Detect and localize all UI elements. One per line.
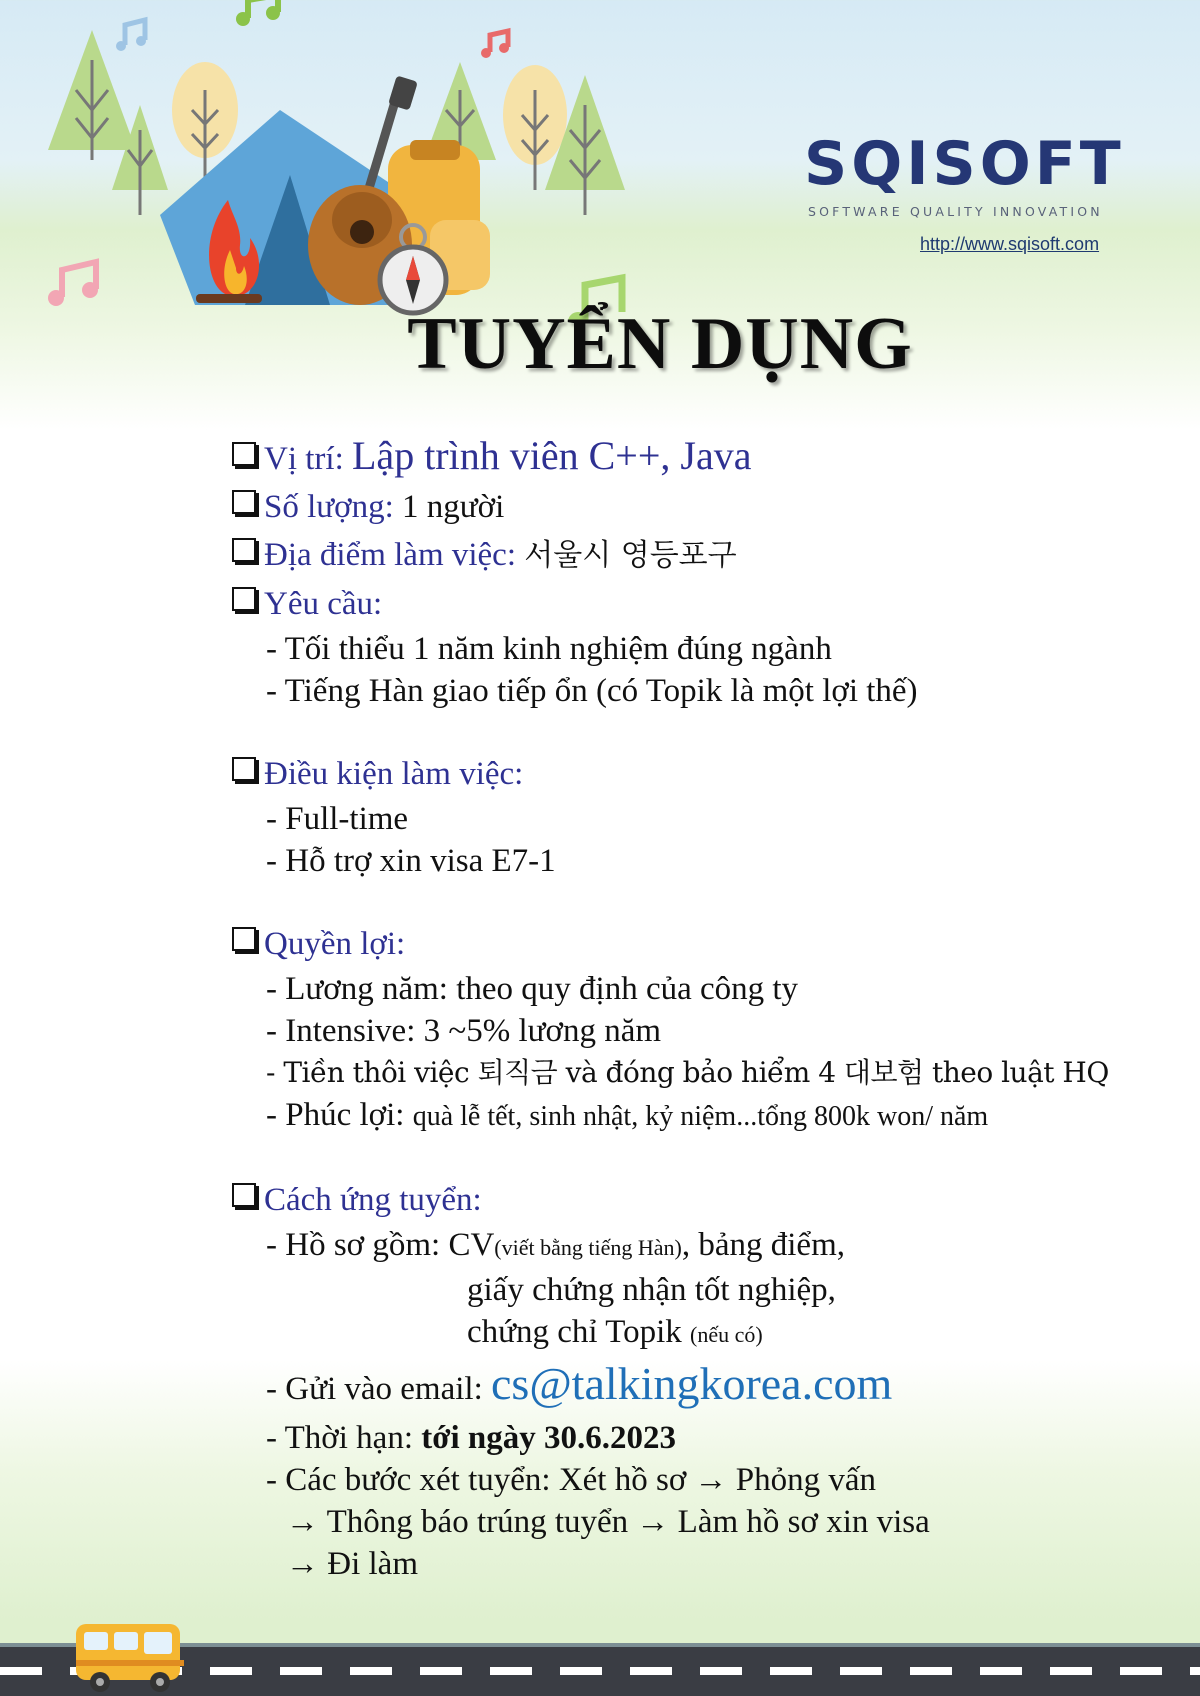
job-details: [232, 432, 1132, 1585]
apply-docs: [232, 1224, 1132, 1269]
deadline-value: tới ngày 30.6.2023: [421, 1420, 677, 1456]
deadline-label: - Thời hạn:: [266, 1420, 413, 1456]
apply-heading: [232, 1176, 1132, 1224]
music-note-icon: [236, 0, 280, 26]
docs-cv-note: (viết bằng tiếng Hàn): [494, 1235, 682, 1260]
company-logo: [790, 124, 1130, 230]
logo-wordmark: SQISOFT: [804, 129, 1125, 199]
location-label: Địa điểm làm việc:: [264, 537, 516, 573]
benefits-heading: [232, 920, 1132, 968]
checkbox-bullet-icon: [232, 442, 256, 466]
docs-topik: chứng chỉ Topik: [467, 1314, 682, 1350]
position-row: [232, 432, 1132, 483]
docs-topik-note: (nếu có): [690, 1322, 763, 1347]
position-value: Lập trình viên C++, Java: [352, 433, 752, 478]
quantity-row: [232, 483, 1132, 531]
quantity-value: 1 người: [402, 489, 505, 525]
requirements-label: Yêu cầu:: [264, 586, 383, 622]
apply-steps-line1: - Các bước xét tuyển: Xét hồ sơ → Phỏng vấn: [266, 1462, 877, 1498]
conditions-label: Điều kiện làm việc:: [264, 756, 524, 792]
music-note-icon: [48, 262, 98, 306]
checkbox-bullet-icon: [232, 1183, 256, 1207]
benefit-severance: - Tiền thôi việc 퇴직금 và đóng bảo hiểm 4 대보험 theo luật HQ: [266, 1056, 1109, 1089]
apply-email-row: [232, 1356, 1132, 1417]
checkbox-bullet-icon: [232, 587, 256, 611]
checkbox-bullet-icon: [232, 927, 256, 951]
condition-item: - Hỗ trợ xin visa E7-1: [266, 843, 556, 879]
page-title: TUYỂN DỤNG: [407, 303, 913, 385]
welfare-label: - Phúc lợi:: [266, 1097, 405, 1133]
music-note-icon: [481, 31, 509, 58]
checkbox-bullet-icon: [232, 538, 256, 562]
apply-docs-line2: giấy chứng nhận tốt nghiệp,: [467, 1272, 836, 1308]
benefit-item: - Intensive: 3 ~5% lương năm: [266, 1013, 662, 1049]
requirement-item: - Tối thiểu 1 năm kinh nghiệm đúng ngành: [266, 631, 832, 667]
website-link[interactable]: http://www.sqisoft.com: [920, 234, 1100, 254]
apply-steps-line3: → Đi làm: [286, 1546, 418, 1582]
docs-label: - Hồ sơ gồm:: [266, 1227, 441, 1263]
location-row: [232, 531, 1132, 580]
welfare-value: quà lễ tết, sinh nhật, kỷ niệm...tổng 800k won/ năm: [412, 1101, 989, 1132]
logo-tagline: SOFTWARE QUALITY INNOVATION: [808, 204, 1103, 219]
requirements-heading: [232, 580, 1132, 628]
docs-rest: , bảng điểm,: [681, 1227, 845, 1263]
requirement-item: - Tiếng Hàn giao tiếp ổn (có Topik là một lợi thế): [266, 673, 918, 709]
apply-deadline-row: [232, 1417, 1132, 1459]
checkbox-bullet-icon: [232, 490, 256, 514]
location-value: 서울시 영등포구: [524, 538, 737, 573]
email-label: - Gửi vào email:: [266, 1371, 483, 1407]
apply-docs-line3: [232, 1311, 1132, 1356]
benefit-welfare: [232, 1094, 1132, 1138]
bus-icon: [72, 1620, 192, 1696]
music-note-icon: [116, 20, 146, 51]
docs-cv: CV: [448, 1227, 495, 1263]
email-link[interactable]: cs@talkingkorea.com: [491, 1358, 893, 1409]
camping-illustration: [0, 0, 640, 320]
benefits-label: Quyền lợi:: [264, 926, 406, 962]
apply-label: Cách ứng tuyển:: [264, 1182, 482, 1218]
position-label: Vị trí:: [264, 441, 344, 477]
condition-item: - Full-time: [266, 801, 409, 837]
apply-steps-line2: → Thông báo trúng tuyển → Làm hồ sơ xin visa: [286, 1504, 930, 1540]
conditions-heading: [232, 750, 1132, 798]
checkbox-bullet-icon: [232, 757, 256, 781]
benefit-item: - Lương năm: theo quy định của công ty: [266, 971, 799, 1007]
quantity-label: Số lượng:: [264, 489, 394, 525]
